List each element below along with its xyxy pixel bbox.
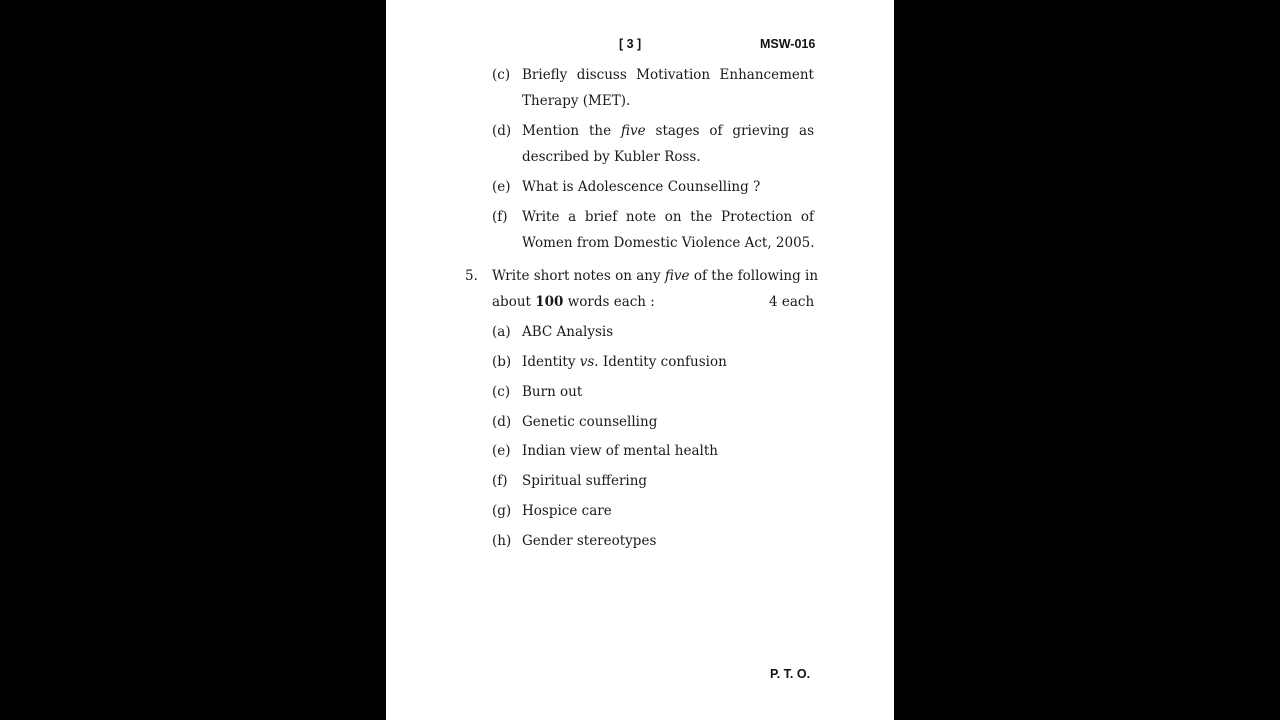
item-text: Burn out <box>522 384 583 400</box>
text-segment: Mention the <box>522 123 621 139</box>
text-segment: stages of grieving as <box>645 123 814 139</box>
item-text <box>522 354 727 370</box>
item-label: (f) <box>492 209 508 225</box>
question-text-line2 <box>492 294 655 310</box>
italic-emphasis: five <box>664 268 690 284</box>
item-text-line1: Briefly discuss Motivation Enhancement <box>522 67 814 83</box>
item-label: (f) <box>492 473 508 489</box>
item-text: Indian view of mental health <box>522 443 718 459</box>
item-text-line2: Women from Domestic Violence Act, 2005. <box>522 235 815 251</box>
item-label: (e) <box>492 179 511 195</box>
item-label: (g) <box>492 503 512 519</box>
page-number: [ 3 ] <box>619 37 642 51</box>
italic-emphasis: five <box>621 123 646 139</box>
item-label: (b) <box>492 354 512 370</box>
italic-emphasis: vs. <box>579 354 599 370</box>
text-segment: of the following in <box>689 268 819 284</box>
item-text-line2: described by Kubler Ross. <box>522 149 701 165</box>
text-segment: Write short notes on any <box>492 268 665 284</box>
item-text-line1 <box>522 123 814 139</box>
item-text: Hospice care <box>522 503 612 519</box>
text-segment: words each : <box>563 294 655 310</box>
item-label: (a) <box>492 324 511 340</box>
text-segment: Identity confusion <box>598 354 727 370</box>
item-text: ABC Analysis <box>522 324 614 340</box>
pto-footer: P. T. O. <box>770 667 811 681</box>
item-text: Genetic counselling <box>522 414 658 430</box>
item-label: (d) <box>492 414 512 430</box>
item-text-line2: Therapy (MET). <box>522 93 631 109</box>
paper-code: MSW-016 <box>760 37 816 51</box>
item-text: Spiritual suffering <box>522 473 648 489</box>
bold-emphasis: 100 <box>535 294 564 310</box>
item-text: Gender stereotypes <box>522 533 657 549</box>
item-label: (h) <box>492 533 512 549</box>
item-label: (e) <box>492 443 511 459</box>
item-text-line1: What is Adolescence Counselling ? <box>522 179 761 195</box>
item-label: (d) <box>492 123 512 139</box>
item-label: (c) <box>492 67 511 83</box>
question-number: 5. <box>465 268 478 284</box>
question-text-line1 <box>492 268 819 284</box>
document-page <box>386 0 894 720</box>
text-segment: about <box>492 294 536 310</box>
text-segment: Identity <box>522 354 580 370</box>
item-text-line1: Write a brief note on the Protection of <box>522 209 814 225</box>
marks: 4 each <box>769 294 815 310</box>
item-label: (c) <box>492 384 511 400</box>
